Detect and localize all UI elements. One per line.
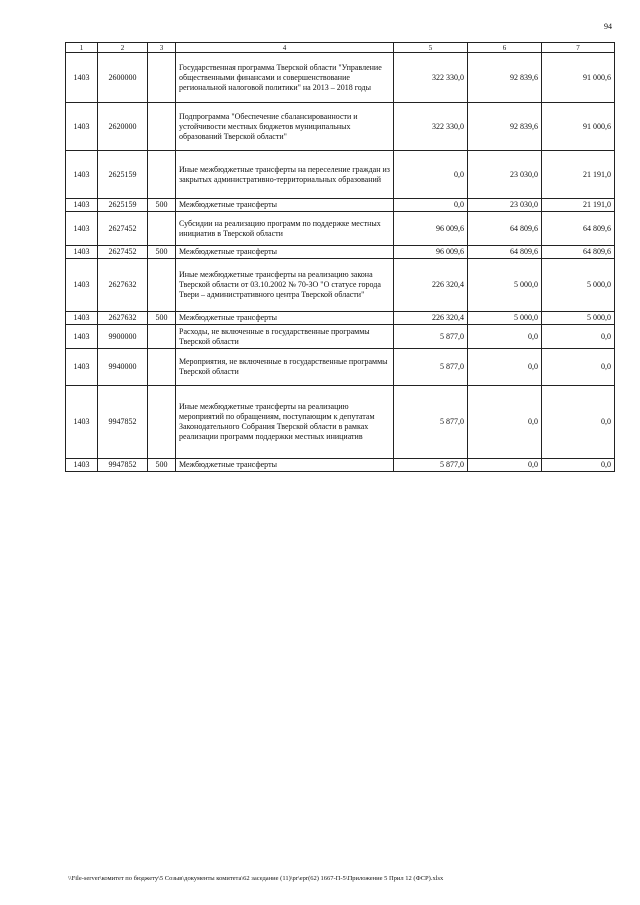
amount-col-5: 322 330,0 [394,103,468,151]
section-code: 1403 [66,246,98,259]
amount-col-6: 23 030,0 [468,151,542,199]
amount-col-5: 5 877,0 [394,386,468,459]
amount-col-6: 0,0 [468,349,542,386]
header-col-4: 4 [176,43,394,53]
table-row [66,349,615,386]
amount-col-7: 5 000,0 [542,259,615,312]
target-code: 9900000 [98,325,148,349]
target-code: 9940000 [98,349,148,386]
header-col-5: 5 [394,43,468,53]
budget-table [65,42,615,472]
target-code: 2625159 [98,199,148,212]
section-code: 1403 [66,349,98,386]
table-row [66,386,615,459]
amount-col-5: 0,0 [394,199,468,212]
amount-col-6: 0,0 [468,459,542,472]
expense-type: 500 [148,199,176,212]
section-code: 1403 [66,103,98,151]
description: Расходы, не включенные в государственные программы Тверской области [176,325,394,349]
table-row [66,151,615,199]
table-row [66,246,615,259]
section-code: 1403 [66,312,98,325]
amount-col-6: 0,0 [468,325,542,349]
target-code: 2627632 [98,259,148,312]
amount-col-5: 226 320,4 [394,312,468,325]
description: Иные межбюджетные трансферты на реализацию закона Тверской области от 03.10.2002 № 70-ЗО "О статусе города Твери – административного центра Тверской области" [176,259,394,312]
amount-col-6: 92 839,6 [468,53,542,103]
description: Иные межбюджетные трансферты на реализацию мероприятий по обращениям, поступающим к депутатам Законодательного Собрания Тверской области в рамках реализации программ поддержки местных инициатив [176,386,394,459]
table-row [66,103,615,151]
table-row [66,212,615,246]
amount-col-5: 5 877,0 [394,325,468,349]
amount-col-7: 0,0 [542,349,615,386]
description: Подпрограмма "Обеспечение сбалансированности и устойчивости местных бюджетов муниципальных образований Тверской области" [176,103,394,151]
description: Мероприятия, не включенные в государственные программы Тверской области [176,349,394,386]
section-code: 1403 [66,459,98,472]
header-row [66,43,615,53]
amount-col-7: 91 000,6 [542,53,615,103]
table-row [66,325,615,349]
amount-col-6: 5 000,0 [468,312,542,325]
description: Иные межбюджетные трансферты на переселение граждан из закрытых административно-территориальных образований [176,151,394,199]
expense-type: 500 [148,246,176,259]
amount-col-5: 0,0 [394,151,468,199]
section-code: 1403 [66,259,98,312]
amount-col-6: 23 030,0 [468,199,542,212]
table-row [66,259,615,312]
expense-type [148,212,176,246]
amount-col-7: 21 191,0 [542,151,615,199]
amount-col-5: 96 009,6 [394,212,468,246]
description: Государственная программа Тверской области "Управление общественными финансами и совершенствование региональной налоговой политики" на 2013 – 2018 годы [176,53,394,103]
expense-type: 500 [148,312,176,325]
target-code: 2627632 [98,312,148,325]
section-code: 1403 [66,151,98,199]
target-code: 9947852 [98,459,148,472]
amount-col-6: 64 809,6 [468,246,542,259]
section-code: 1403 [66,199,98,212]
amount-col-5: 96 009,6 [394,246,468,259]
amount-col-7: 5 000,0 [542,312,615,325]
footer-file-path: \\File-server\комитет по бюджету\5 Созыв\документы комитета\62 заседание (11)\pr\epr(62) 1667-П-5\Приложение 5 Прил 12 (ФСР).xlsx [68,875,444,882]
expense-type [148,151,176,199]
expense-type [148,325,176,349]
amount-col-6: 64 809,6 [468,212,542,246]
target-code: 2600000 [98,53,148,103]
amount-col-7: 21 191,0 [542,199,615,212]
amount-col-6: 5 000,0 [468,259,542,312]
section-code: 1403 [66,386,98,459]
section-code: 1403 [66,53,98,103]
expense-type [148,259,176,312]
section-code: 1403 [66,325,98,349]
amount-col-7: 64 809,6 [542,246,615,259]
amount-col-5: 322 330,0 [394,53,468,103]
header-col-2: 2 [98,43,148,53]
table-row [66,199,615,212]
description: Межбюджетные трансферты [176,459,394,472]
expense-type [148,103,176,151]
expense-type [148,349,176,386]
description: Межбюджетные трансферты [176,199,394,212]
table-row [66,53,615,103]
amount-col-6: 0,0 [468,386,542,459]
amount-col-7: 0,0 [542,325,615,349]
amount-col-5: 5 877,0 [394,349,468,386]
section-code: 1403 [66,212,98,246]
table-row [66,312,615,325]
target-code: 2625159 [98,151,148,199]
target-code: 9947852 [98,386,148,459]
expense-type [148,386,176,459]
expense-type: 500 [148,459,176,472]
header-col-6: 6 [468,43,542,53]
target-code: 2627452 [98,212,148,246]
amount-col-7: 0,0 [542,459,615,472]
amount-col-7: 64 809,6 [542,212,615,246]
amount-col-5: 5 877,0 [394,459,468,472]
header-col-3: 3 [148,43,176,53]
description: Межбюджетные трансферты [176,246,394,259]
description: Субсидии на реализацию программ по поддержке местных инициатив в Тверской области [176,212,394,246]
target-code: 2627452 [98,246,148,259]
header-col-1: 1 [66,43,98,53]
description: Межбюджетные трансферты [176,312,394,325]
target-code: 2620000 [98,103,148,151]
expense-type [148,53,176,103]
amount-col-5: 226 320,4 [394,259,468,312]
table-row [66,459,615,472]
amount-col-7: 91 000,6 [542,103,615,151]
header-col-7: 7 [542,43,615,53]
amount-col-7: 0,0 [542,386,615,459]
page-number: 94 [604,22,612,31]
amount-col-6: 92 839,6 [468,103,542,151]
